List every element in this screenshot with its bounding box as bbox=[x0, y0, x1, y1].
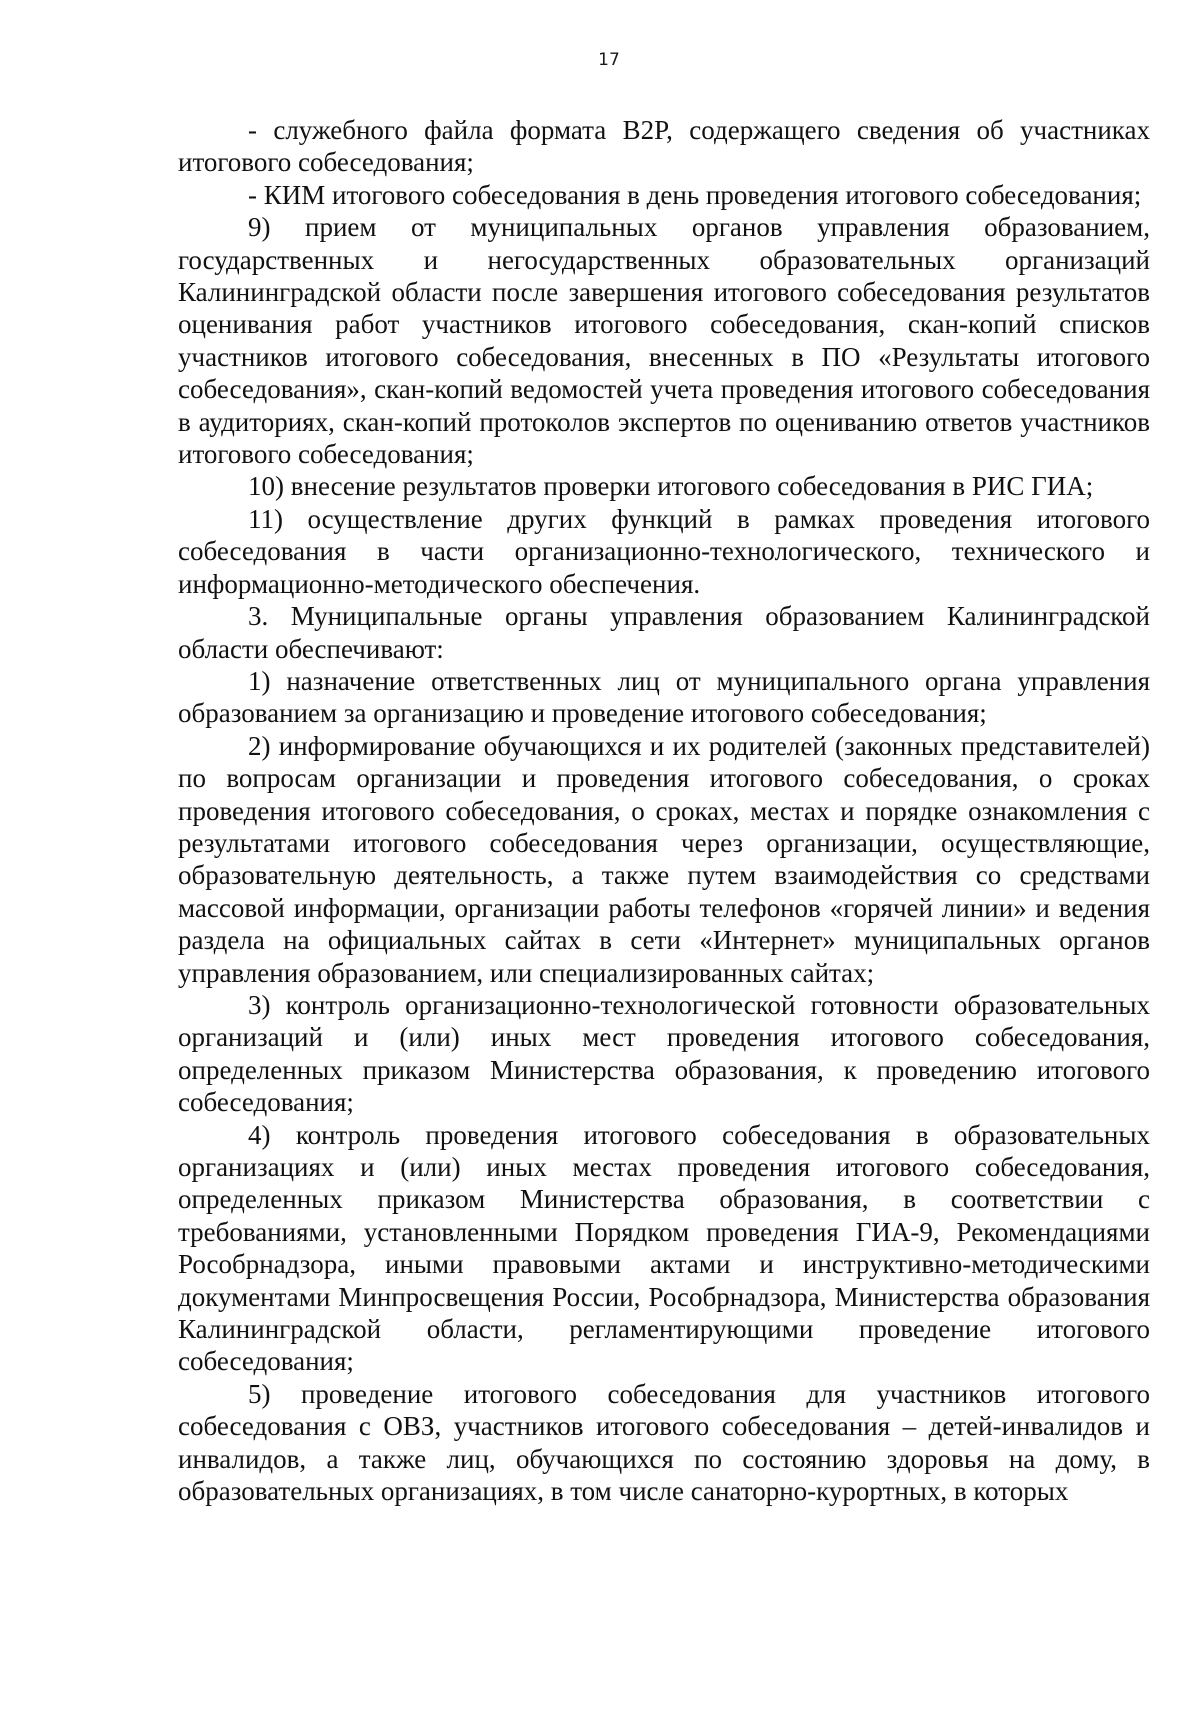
paragraph-item-11: 11) осуществление других функций в рамках проведения итогового собеседования в части организационно-технологического, технического и информационно-методического обеспечения. bbox=[178, 503, 1150, 599]
paragraph-section-3-item-4: 4) контроль проведения итогового собеседования в образовательных организациях и (или) иных местах проведения итогового собеседования, определенных приказом Министерства образования, в соответствии с требованиями, установленными Порядком проведения ГИА-9, Рекомендациями Рособрнадзора, иными правовыми актами и инструктивно-методическими документами Минпросвещения России, Рособрнадзора, Министерства образования Калининградской области, регламентирующими проведение итогового собеседования; bbox=[178, 1119, 1150, 1377]
paragraph-kim: - КИМ итогового собеседования в день проведения итогового собеседования; bbox=[248, 179, 1142, 210]
paragraph-b2p-file: - служебного файла формата B2P, содержащего сведения об участниках итогового собеседования; bbox=[178, 115, 1150, 178]
paragraph-item-9: 9) прием от муниципальных органов управления образованием, государственных и негосударственных образовательных организаций Калининградской области после завершения итогового собеседования результатов оценивания работ участников итогового собеседования, скан-копий списков участников итогового собеседования, внесенных в ПО «Результаты итогового собеседования», скан-копий ведомостей учета проведения итогового собеседования в аудиториях, скан-копий протоколов экспертов по оцениванию ответов участников итогового собеседования; bbox=[178, 212, 1150, 470]
document-body bbox=[178, 114, 1150, 1507]
paragraph-section-3-item-3: 3) контроль организационно-технологической готовности образовательных организаций и (или) иных мест проведения итогового собеседования, определенных приказом Министерства образования, к проведению итогового собеседования; bbox=[178, 989, 1150, 1118]
page-number: 17 bbox=[598, 50, 620, 70]
paragraph-section-3-item-5: 5) проведение итогового собеседования для участников итогового собеседования с ОВЗ, участников итогового собеседования – детей-инвалидов и инвалидов, а также лиц, обучающихся по состоянию здоровья на дому, в образовательных организациях, в том числе санаторно-курортных, в которых bbox=[178, 1378, 1150, 1507]
paragraph-item-10: 10) внесение результатов проверки итогового собеседования в РИС ГИА; bbox=[248, 471, 1094, 502]
paragraph-section-3-item-2: 2) информирование обучающихся и их родителей (законных представителей) по вопросам организации и проведения итогового собеседования, о сроках проведения итогового собеседования, о сроках, местах и порядке ознакомления с результатами итогового собеседования через организации, осуществляющие, образовательную деятельность, а также путем взаимодействия со средствами массовой информации, организации работы телефонов «горячей линии» и ведения раздела на официальных сайтах в сети «Интернет» муниципальных органов управления образованием, или специализированных сайтах; bbox=[178, 730, 1150, 988]
paragraph-section-3-item-1: 1) назначение ответственных лиц от муниципального органа управления образованием за организацию и проведение итогового собеседования; bbox=[178, 665, 1150, 729]
paragraph-section-3: 3. Муниципальные органы управления образованием Калининградской области обеспечивают: bbox=[178, 601, 1150, 664]
